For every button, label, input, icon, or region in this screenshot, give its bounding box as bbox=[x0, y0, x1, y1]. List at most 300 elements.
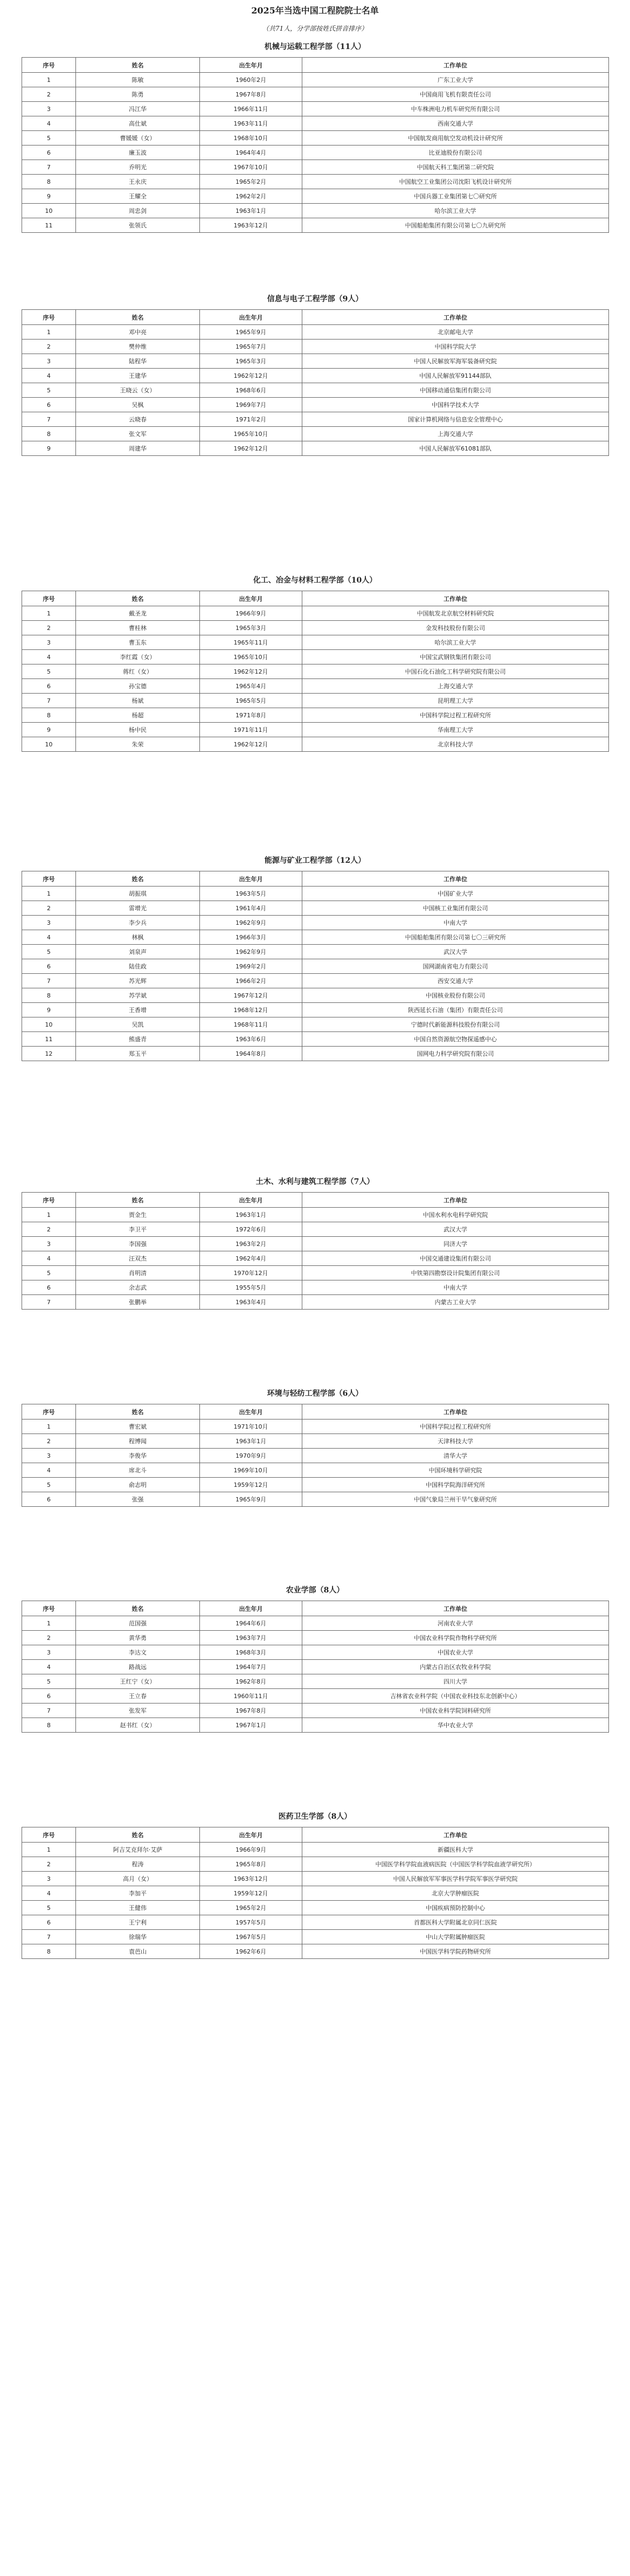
affiliation-cell: 国网电力科学研究院有限公司 bbox=[302, 1047, 609, 1061]
column-header: 出生年月 bbox=[200, 1601, 302, 1616]
section-title: 能源与矿业工程学部（12人） bbox=[264, 856, 366, 865]
row-index-cell: 5 bbox=[22, 1478, 76, 1492]
table-header-row bbox=[22, 1601, 609, 1616]
section-table bbox=[22, 1827, 609, 1959]
table-row bbox=[22, 606, 609, 621]
table-header-row bbox=[22, 58, 609, 73]
name-cell: 熊盛青 bbox=[76, 1032, 200, 1047]
birth-date-cell: 1963年12月 bbox=[200, 1872, 302, 1886]
name-cell: 杨斌 bbox=[76, 694, 200, 708]
name-cell: 肖明清 bbox=[76, 1266, 200, 1280]
row-index-cell: 9 bbox=[22, 441, 76, 456]
table-row bbox=[22, 175, 609, 189]
row-index-cell: 1 bbox=[22, 325, 76, 340]
name-cell: 陆佳政 bbox=[76, 959, 200, 974]
row-index-cell: 2 bbox=[22, 1222, 76, 1237]
column-header: 姓名 bbox=[76, 1404, 200, 1419]
name-cell: 乔明光 bbox=[76, 160, 200, 175]
table-row bbox=[22, 1478, 609, 1492]
affiliation-cell: 武汉大学 bbox=[302, 945, 609, 959]
name-cell: 周建华 bbox=[76, 441, 200, 456]
column-header: 工作单位 bbox=[302, 1601, 609, 1616]
row-index-cell: 1 bbox=[22, 1843, 76, 1857]
table-row bbox=[22, 1843, 609, 1857]
affiliation-cell: 清华大学 bbox=[302, 1449, 609, 1463]
affiliation-cell: 比亚迪股份有限公司 bbox=[302, 146, 609, 160]
affiliation-cell: 中车株洲电力机车研究所有限公司 bbox=[302, 102, 609, 116]
birth-date-cell: 1968年12月 bbox=[200, 1003, 302, 1017]
row-index-cell: 2 bbox=[22, 901, 76, 916]
affiliation-cell: 中铁第四勘察设计院集团有限公司 bbox=[302, 1266, 609, 1280]
affiliation-cell: 中国环境科学研究院 bbox=[302, 1463, 609, 1478]
table-row bbox=[22, 1886, 609, 1901]
row-index-cell: 4 bbox=[22, 1886, 76, 1901]
name-cell: 徐瑞华 bbox=[76, 1930, 200, 1944]
table-row bbox=[22, 1645, 609, 1660]
birth-date-cell: 1962年9月 bbox=[200, 945, 302, 959]
row-index-cell: 7 bbox=[22, 1704, 76, 1718]
affiliation-cell: 哈尔滨工业大学 bbox=[302, 204, 609, 218]
table-row bbox=[22, 412, 609, 427]
affiliation-cell: 中国交通建设集团有限公司 bbox=[302, 1251, 609, 1266]
section-table bbox=[22, 57, 609, 233]
table-header-row bbox=[22, 1404, 609, 1419]
table-row bbox=[22, 1872, 609, 1886]
table-header-row bbox=[22, 591, 609, 606]
row-index-cell: 5 bbox=[22, 131, 76, 146]
birth-date-cell: 1962年12月 bbox=[200, 737, 302, 752]
birth-date-cell: 1962年12月 bbox=[200, 369, 302, 383]
section-title: 环境与轻纺工程学部（6人） bbox=[267, 1389, 363, 1398]
birth-date-cell: 1969年2月 bbox=[200, 959, 302, 974]
column-header: 出生年月 bbox=[200, 591, 302, 606]
affiliation-cell: 中国人民解放军海军装备研究院 bbox=[302, 354, 609, 369]
birth-date-cell: 1963年1月 bbox=[200, 1208, 302, 1222]
row-index-cell: 4 bbox=[22, 1463, 76, 1478]
table-row bbox=[22, 1032, 609, 1047]
table-row bbox=[22, 1944, 609, 1959]
birth-date-cell: 1965年2月 bbox=[200, 1901, 302, 1915]
affiliation-cell: 中国兵器工业集团第七〇研究所 bbox=[302, 189, 609, 204]
birth-date-cell: 1963年12月 bbox=[200, 218, 302, 233]
name-cell: 吴凯 bbox=[76, 1017, 200, 1032]
table-row bbox=[22, 1251, 609, 1266]
row-index-cell: 4 bbox=[22, 1251, 76, 1266]
birth-date-cell: 1955年5月 bbox=[200, 1280, 302, 1295]
section-title: 机械与运载工程学部（11人） bbox=[264, 43, 366, 51]
row-index-cell: 2 bbox=[22, 340, 76, 354]
table-row bbox=[22, 1449, 609, 1463]
table-row bbox=[22, 1674, 609, 1689]
affiliation-cell: 中南大学 bbox=[302, 916, 609, 930]
name-cell: 张鹏举 bbox=[76, 1295, 200, 1310]
birth-date-cell: 1960年2月 bbox=[200, 73, 302, 87]
table-row bbox=[22, 1047, 609, 1061]
name-cell: 刘泉声 bbox=[76, 945, 200, 959]
row-index-cell: 7 bbox=[22, 974, 76, 988]
name-cell: 郑玉平 bbox=[76, 1047, 200, 1061]
birth-date-cell: 1963年5月 bbox=[200, 887, 302, 901]
table-row bbox=[22, 218, 609, 233]
birth-date-cell: 1962年2月 bbox=[200, 189, 302, 204]
affiliation-cell: 昆明理工大学 bbox=[302, 694, 609, 708]
birth-date-cell: 1968年11月 bbox=[200, 1017, 302, 1032]
table-row bbox=[22, 974, 609, 988]
row-index-cell: 3 bbox=[22, 1645, 76, 1660]
affiliation-cell: 中国商用飞机有限责任公司 bbox=[302, 87, 609, 102]
birth-date-cell: 1962年6月 bbox=[200, 1944, 302, 1959]
row-index-cell: 7 bbox=[22, 160, 76, 175]
column-header: 出生年月 bbox=[200, 1193, 302, 1208]
name-cell: 王晓云（女） bbox=[76, 383, 200, 398]
column-header: 序号 bbox=[22, 1404, 76, 1419]
table-row bbox=[22, 146, 609, 160]
row-index-cell: 7 bbox=[22, 412, 76, 427]
birth-date-cell: 1965年10月 bbox=[200, 427, 302, 441]
row-index-cell: 5 bbox=[22, 1674, 76, 1689]
name-cell: 王宁利 bbox=[76, 1915, 200, 1930]
birth-date-cell: 1966年2月 bbox=[200, 974, 302, 988]
affiliation-cell: 同济大学 bbox=[302, 1237, 609, 1251]
affiliation-cell: 武汉大学 bbox=[302, 1222, 609, 1237]
column-header: 工作单位 bbox=[302, 871, 609, 887]
name-cell: 王建华 bbox=[76, 369, 200, 383]
column-header: 工作单位 bbox=[302, 310, 609, 325]
affiliation-cell: 吉林省农业科学院（中国农业科技东北创新中心） bbox=[302, 1689, 609, 1704]
section-title: 农业学部（8人） bbox=[286, 1586, 344, 1595]
table-row bbox=[22, 1901, 609, 1915]
row-index-cell: 6 bbox=[22, 1280, 76, 1295]
birth-date-cell: 1965年3月 bbox=[200, 354, 302, 369]
row-index-cell: 1 bbox=[22, 1616, 76, 1631]
section-title: 土木、水利与建筑工程学部（7人） bbox=[255, 1178, 375, 1186]
table-row bbox=[22, 1419, 609, 1434]
row-index-cell: 9 bbox=[22, 189, 76, 204]
column-header: 姓名 bbox=[76, 871, 200, 887]
table-row bbox=[22, 1222, 609, 1237]
table-row bbox=[22, 930, 609, 945]
affiliation-cell: 上海交通大学 bbox=[302, 679, 609, 694]
name-cell: 李国强 bbox=[76, 1237, 200, 1251]
birth-date-cell: 1965年5月 bbox=[200, 694, 302, 708]
birth-date-cell: 1965年3月 bbox=[200, 621, 302, 635]
table-row bbox=[22, 102, 609, 116]
affiliation-cell: 天津科技大学 bbox=[302, 1434, 609, 1449]
section-table bbox=[22, 1404, 609, 1507]
table-header-row bbox=[22, 871, 609, 887]
row-index-cell: 7 bbox=[22, 1295, 76, 1310]
affiliation-cell: 中国医学科学院血液病医院（中国医学科学院血液学研究所） bbox=[302, 1857, 609, 1872]
birth-date-cell: 1967年12月 bbox=[200, 988, 302, 1003]
birth-date-cell: 1959年12月 bbox=[200, 1886, 302, 1901]
table-row bbox=[22, 916, 609, 930]
row-index-cell: 6 bbox=[22, 1492, 76, 1507]
row-index-cell: 8 bbox=[22, 1718, 76, 1733]
affiliation-cell: 陕西延长石油（集团）有限责任公司 bbox=[302, 1003, 609, 1017]
name-cell: 苏学斌 bbox=[76, 988, 200, 1003]
name-cell: 王永庆 bbox=[76, 175, 200, 189]
row-index-cell: 5 bbox=[22, 664, 76, 679]
affiliation-cell: 中国航空工业集团公司沈阳飞机设计研究所 bbox=[302, 175, 609, 189]
name-cell: 阿吉艾克拜尔·艾萨 bbox=[76, 1843, 200, 1857]
name-cell: 陈勇 bbox=[76, 87, 200, 102]
name-cell: 林枫 bbox=[76, 930, 200, 945]
affiliation-cell: 中国科学院海洋研究所 bbox=[302, 1478, 609, 1492]
birth-date-cell: 1971年11月 bbox=[200, 723, 302, 737]
birth-date-cell: 1967年8月 bbox=[200, 1704, 302, 1718]
name-cell: 路战远 bbox=[76, 1660, 200, 1674]
row-index-cell: 9 bbox=[22, 723, 76, 737]
name-cell: 雷增光 bbox=[76, 901, 200, 916]
row-index-cell: 8 bbox=[22, 427, 76, 441]
birth-date-cell: 1962年9月 bbox=[200, 916, 302, 930]
affiliation-cell: 哈尔滨工业大学 bbox=[302, 635, 609, 650]
column-header: 姓名 bbox=[76, 1827, 200, 1843]
column-header: 出生年月 bbox=[200, 310, 302, 325]
name-cell: 袁芭山 bbox=[76, 1944, 200, 1959]
table-row bbox=[22, 901, 609, 916]
affiliation-cell: 中国船舶集团有限公司第七〇三研究所 bbox=[302, 930, 609, 945]
table-row bbox=[22, 189, 609, 204]
table-row bbox=[22, 1237, 609, 1251]
name-cell: 李俊华 bbox=[76, 1449, 200, 1463]
name-cell: 张强 bbox=[76, 1492, 200, 1507]
name-cell: 曹玉东 bbox=[76, 635, 200, 650]
table-row bbox=[22, 650, 609, 664]
affiliation-cell: 中国自然资源航空物探遥感中心 bbox=[302, 1032, 609, 1047]
birth-date-cell: 1964年4月 bbox=[200, 146, 302, 160]
birth-date-cell: 1969年10月 bbox=[200, 1463, 302, 1478]
affiliation-cell: 中国船舶集团有限公司第七〇九研究所 bbox=[302, 218, 609, 233]
column-header: 工作单位 bbox=[302, 591, 609, 606]
birth-date-cell: 1963年6月 bbox=[200, 1032, 302, 1047]
name-cell: 孙宝德 bbox=[76, 679, 200, 694]
affiliation-cell: 国家计算机网络与信息安全管理中心 bbox=[302, 412, 609, 427]
row-index-cell: 2 bbox=[22, 621, 76, 635]
affiliation-cell: 四川大学 bbox=[302, 1674, 609, 1689]
row-index-cell: 5 bbox=[22, 383, 76, 398]
birth-date-cell: 1968年6月 bbox=[200, 383, 302, 398]
row-index-cell: 2 bbox=[22, 87, 76, 102]
column-header: 姓名 bbox=[76, 310, 200, 325]
birth-date-cell: 1962年12月 bbox=[200, 664, 302, 679]
column-header: 出生年月 bbox=[200, 58, 302, 73]
row-index-cell: 7 bbox=[22, 694, 76, 708]
affiliation-cell: 西安交通大学 bbox=[302, 974, 609, 988]
affiliation-cell: 中国核业股份有限公司 bbox=[302, 988, 609, 1003]
table-row bbox=[22, 383, 609, 398]
birth-date-cell: 1970年9月 bbox=[200, 1449, 302, 1463]
row-index-cell: 6 bbox=[22, 146, 76, 160]
section-title: 化工、冶金与材料工程学部（10人） bbox=[253, 576, 377, 585]
birth-date-cell: 1962年12月 bbox=[200, 441, 302, 456]
birth-date-cell: 1963年4月 bbox=[200, 1295, 302, 1310]
birth-date-cell: 1963年2月 bbox=[200, 1237, 302, 1251]
section-table bbox=[22, 1192, 609, 1310]
birth-date-cell: 1964年6月 bbox=[200, 1616, 302, 1631]
table-row bbox=[22, 131, 609, 146]
document-title: 2025年当选中国工程院院士名单 bbox=[251, 5, 379, 16]
birth-date-cell: 1967年10月 bbox=[200, 160, 302, 175]
affiliation-cell: 中国农业大学 bbox=[302, 1645, 609, 1660]
table-row bbox=[22, 1704, 609, 1718]
row-index-cell: 9 bbox=[22, 1003, 76, 1017]
table-row bbox=[22, 1434, 609, 1449]
column-header: 姓名 bbox=[76, 58, 200, 73]
birth-date-cell: 1970年12月 bbox=[200, 1266, 302, 1280]
name-cell: 李少兵 bbox=[76, 916, 200, 930]
table-row bbox=[22, 1266, 609, 1280]
column-header: 序号 bbox=[22, 310, 76, 325]
table-row bbox=[22, 723, 609, 737]
name-cell: 高仕斌 bbox=[76, 116, 200, 131]
name-cell: 曹桂林 bbox=[76, 621, 200, 635]
birth-date-cell: 1963年7月 bbox=[200, 1631, 302, 1645]
table-row bbox=[22, 73, 609, 87]
section-table bbox=[22, 309, 609, 456]
row-index-cell: 1 bbox=[22, 1419, 76, 1434]
birth-date-cell: 1965年9月 bbox=[200, 325, 302, 340]
table-row bbox=[22, 1915, 609, 1930]
birth-date-cell: 1957年5月 bbox=[200, 1915, 302, 1930]
row-index-cell: 12 bbox=[22, 1047, 76, 1061]
table-row bbox=[22, 369, 609, 383]
table-row bbox=[22, 708, 609, 723]
table-row bbox=[22, 1280, 609, 1295]
affiliation-cell: 金发科技股份有限公司 bbox=[302, 621, 609, 635]
table-row bbox=[22, 204, 609, 218]
row-index-cell: 1 bbox=[22, 887, 76, 901]
name-cell: 陈敏 bbox=[76, 73, 200, 87]
row-index-cell: 4 bbox=[22, 116, 76, 131]
name-cell: 王红宁（女） bbox=[76, 1674, 200, 1689]
table-row bbox=[22, 959, 609, 974]
birth-date-cell: 1965年11月 bbox=[200, 635, 302, 650]
row-index-cell: 2 bbox=[22, 1434, 76, 1449]
row-index-cell: 3 bbox=[22, 635, 76, 650]
name-cell: 苏光辉 bbox=[76, 974, 200, 988]
affiliation-cell: 新疆医科大学 bbox=[302, 1843, 609, 1857]
row-index-cell: 1 bbox=[22, 73, 76, 87]
table-row bbox=[22, 945, 609, 959]
name-cell: 邓中亮 bbox=[76, 325, 200, 340]
affiliation-cell: 中国人民解放军军事医学科学院军事医学研究院 bbox=[302, 1872, 609, 1886]
row-index-cell: 6 bbox=[22, 1689, 76, 1704]
table-row bbox=[22, 1003, 609, 1017]
row-index-cell: 4 bbox=[22, 650, 76, 664]
affiliation-cell: 内蒙古工业大学 bbox=[302, 1295, 609, 1310]
birth-date-cell: 1960年11月 bbox=[200, 1689, 302, 1704]
birth-date-cell: 1965年4月 bbox=[200, 679, 302, 694]
birth-date-cell: 1966年9月 bbox=[200, 606, 302, 621]
row-index-cell: 3 bbox=[22, 354, 76, 369]
name-cell: 陆程华 bbox=[76, 354, 200, 369]
table-row bbox=[22, 1718, 609, 1733]
row-index-cell: 11 bbox=[22, 218, 76, 233]
row-index-cell: 8 bbox=[22, 708, 76, 723]
affiliation-cell: 中国农业科学院饲料研究所 bbox=[302, 1704, 609, 1718]
column-header: 出生年月 bbox=[200, 1827, 302, 1843]
row-index-cell: 5 bbox=[22, 1266, 76, 1280]
affiliation-cell: 河南农业大学 bbox=[302, 1616, 609, 1631]
name-cell: 冯江华 bbox=[76, 102, 200, 116]
affiliation-cell: 北京邮电大学 bbox=[302, 325, 609, 340]
column-header: 工作单位 bbox=[302, 1827, 609, 1843]
table-row bbox=[22, 354, 609, 369]
affiliation-cell: 中国核工业集团有限公司 bbox=[302, 901, 609, 916]
name-cell: 戴圣龙 bbox=[76, 606, 200, 621]
table-row bbox=[22, 1208, 609, 1222]
birth-date-cell: 1962年8月 bbox=[200, 1674, 302, 1689]
name-cell: 廉玉波 bbox=[76, 146, 200, 160]
column-header: 序号 bbox=[22, 1827, 76, 1843]
birth-date-cell: 1971年2月 bbox=[200, 412, 302, 427]
column-header: 姓名 bbox=[76, 591, 200, 606]
column-header: 姓名 bbox=[76, 1601, 200, 1616]
name-cell: 程涛 bbox=[76, 1857, 200, 1872]
table-header-row bbox=[22, 1193, 609, 1208]
birth-date-cell: 1963年11月 bbox=[200, 116, 302, 131]
birth-date-cell: 1966年11月 bbox=[200, 102, 302, 116]
row-index-cell: 8 bbox=[22, 988, 76, 1003]
row-index-cell: 10 bbox=[22, 737, 76, 752]
affiliation-cell: 中国科学院大学 bbox=[302, 340, 609, 354]
affiliation-cell: 上海交通大学 bbox=[302, 427, 609, 441]
row-index-cell: 3 bbox=[22, 1449, 76, 1463]
birth-date-cell: 1969年7月 bbox=[200, 398, 302, 412]
table-row bbox=[22, 441, 609, 456]
table-row bbox=[22, 325, 609, 340]
name-cell: 张领氏 bbox=[76, 218, 200, 233]
affiliation-cell: 中国医学科学院药物研究所 bbox=[302, 1944, 609, 1959]
table-row bbox=[22, 1857, 609, 1872]
affiliation-cell: 中国航发商用航空发动机设计研究所 bbox=[302, 131, 609, 146]
section-title: 医药卫生学部（8人） bbox=[278, 1812, 352, 1821]
table-row bbox=[22, 116, 609, 131]
affiliation-cell: 国网湖南省电力有限公司 bbox=[302, 959, 609, 974]
affiliation-cell: 中国石化石油化工科学研究院有限公司 bbox=[302, 664, 609, 679]
name-cell: 云晓春 bbox=[76, 412, 200, 427]
affiliation-cell: 中国科学院过程工程研究所 bbox=[302, 708, 609, 723]
column-header: 序号 bbox=[22, 1601, 76, 1616]
column-header: 工作单位 bbox=[302, 1404, 609, 1419]
row-index-cell: 8 bbox=[22, 175, 76, 189]
birth-date-cell: 1965年7月 bbox=[200, 340, 302, 354]
table-row bbox=[22, 1631, 609, 1645]
table-row bbox=[22, 887, 609, 901]
affiliation-cell: 华南理工大学 bbox=[302, 723, 609, 737]
table-row bbox=[22, 664, 609, 679]
birth-date-cell: 1964年8月 bbox=[200, 1047, 302, 1061]
section-title: 信息与电子工程学部（9人） bbox=[267, 295, 363, 303]
table-row bbox=[22, 635, 609, 650]
column-header: 序号 bbox=[22, 1193, 76, 1208]
affiliation-cell: 西南交通大学 bbox=[302, 116, 609, 131]
table-row bbox=[22, 679, 609, 694]
row-index-cell: 5 bbox=[22, 945, 76, 959]
name-cell: 王耀全 bbox=[76, 189, 200, 204]
row-index-cell: 11 bbox=[22, 1032, 76, 1047]
row-index-cell: 10 bbox=[22, 1017, 76, 1032]
row-index-cell: 8 bbox=[22, 1944, 76, 1959]
affiliation-cell: 宁德时代新能源科技股份有限公司 bbox=[302, 1017, 609, 1032]
birth-date-cell: 1967年5月 bbox=[200, 1930, 302, 1944]
table-row bbox=[22, 398, 609, 412]
column-header: 出生年月 bbox=[200, 871, 302, 887]
affiliation-cell: 中国农业科学院作物科学研究所 bbox=[302, 1631, 609, 1645]
name-cell: 李达文 bbox=[76, 1645, 200, 1660]
birth-date-cell: 1962年4月 bbox=[200, 1251, 302, 1266]
